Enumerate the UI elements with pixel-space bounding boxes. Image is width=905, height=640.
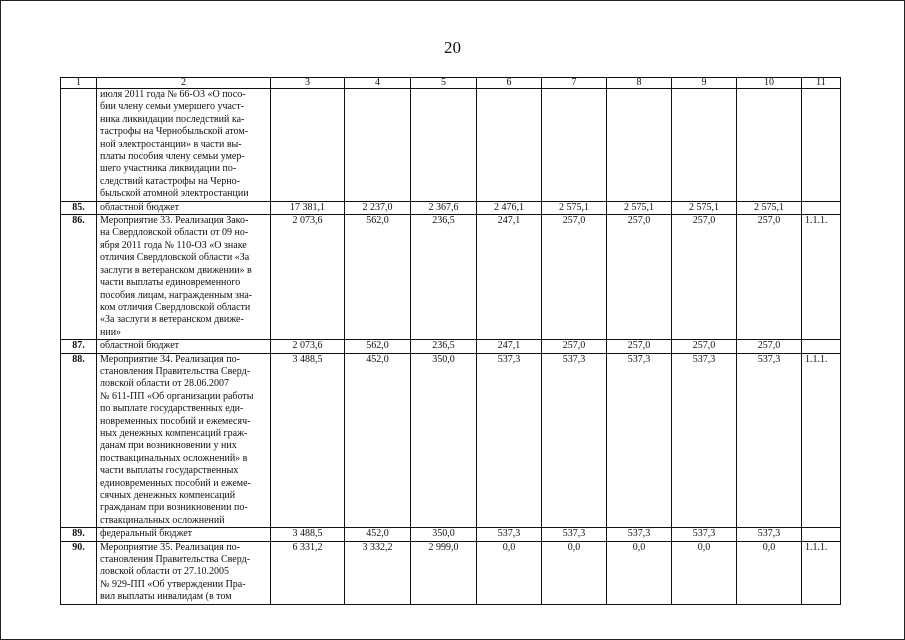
item-description (97, 528, 271, 541)
table-row (61, 528, 841, 541)
table-row (61, 89, 841, 202)
amount-cell: 537,3 (477, 353, 542, 528)
amount-cell (271, 89, 345, 202)
item-description (97, 340, 271, 353)
target-reference: 1.1.1. (802, 541, 841, 604)
amount-cell: 2 575,1 (607, 201, 672, 214)
description-line: ября 2011 года № 110-ОЗ «О знаке (100, 239, 247, 251)
description-line: ловской области от 28.06.2007 (100, 378, 229, 390)
description-line: нии» (100, 326, 122, 338)
item-description (97, 215, 271, 340)
amount-cell: 350,0 (411, 353, 477, 528)
column-number-header: 2 (97, 78, 271, 89)
amount-cell: 537,3 (542, 528, 607, 541)
description-line: быльской атомной электростанции (100, 188, 249, 200)
amount-cell (477, 89, 542, 202)
amount-cell: 257,0 (672, 215, 737, 340)
description-line: пособия лицам, награжденным зна- (100, 289, 253, 301)
amount-cell (672, 89, 737, 202)
row-number: 89. (61, 528, 97, 541)
amount-cell: 350,0 (411, 528, 477, 541)
description-line: ной электростанции» в части вы- (100, 138, 242, 150)
amount-cell: 236,5 (411, 215, 477, 340)
amount-cell: 257,0 (542, 215, 607, 340)
amount-cell: 257,0 (672, 340, 737, 353)
target-reference (802, 528, 841, 541)
description-line: № 929-ПП «Об утверждении Пра- (100, 578, 246, 590)
amount-cell: 6 331,2 (271, 541, 345, 604)
description-line: отличия Свердловской области «За (100, 252, 250, 264)
amount-cell: 0,0 (607, 541, 672, 604)
description-line: ловской области от 27.10.2005 (100, 566, 229, 578)
description-line: «За заслуги в ветеранском движе- (100, 314, 244, 326)
table-row (61, 340, 841, 353)
amount-cell: 257,0 (737, 215, 802, 340)
amount-cell: 257,0 (542, 340, 607, 353)
amount-cell: 2 367,6 (411, 201, 477, 214)
column-number-header: 7 (542, 78, 607, 89)
description-line: сячных денежных компенсаций (100, 490, 236, 501)
description-line: части выплаты государственных (100, 465, 239, 477)
page-number: 20 (444, 38, 461, 57)
target-reference: 1.1.1. (802, 353, 841, 528)
table-row (61, 541, 841, 604)
description-line: платы пособия члену семьи умер- (100, 151, 245, 163)
amount-cell: 2 237,0 (345, 201, 411, 214)
description-line: части выплаты единовременного (100, 277, 241, 289)
description-line: федеральный бюджет (100, 528, 193, 540)
amount-cell: 2 476,1 (477, 201, 542, 214)
amount-cell: 562,0 (345, 215, 411, 340)
description-line: поствакцинальных осложнений» в (100, 452, 248, 464)
description-line: становления Правительства Сверд- (100, 365, 251, 377)
column-number-header: 1 (61, 78, 97, 89)
description-line: областной бюджет (100, 201, 180, 213)
column-number-header: 3 (271, 78, 345, 89)
description-line: заслуги в ветеранском движении» в (100, 264, 252, 276)
description-line: ком отличия Свердловской области (100, 301, 251, 313)
row-number: 85. (61, 201, 97, 214)
amount-cell: 452,0 (345, 528, 411, 541)
description-line: шего участника ликвидации по- (100, 163, 237, 175)
amount-cell: 2 073,6 (271, 340, 345, 353)
amount-cell: 452,0 (345, 353, 411, 528)
column-number-header: 9 (672, 78, 737, 89)
amount-cell: 537,3 (607, 353, 672, 528)
column-number-header: 5 (411, 78, 477, 89)
description-line: на Свердловской области от 09 но- (100, 227, 249, 239)
description-line: Мероприятие 34. Реализация по- (100, 353, 240, 365)
description-line: становления Правительства Сверд- (100, 554, 251, 566)
amount-cell: 3 488,5 (271, 353, 345, 528)
amount-cell: 2 999,0 (411, 541, 477, 604)
amount-cell (411, 89, 477, 202)
description-line: следствий катастрофы на Черно- (100, 175, 240, 187)
amount-cell: 537,3 (542, 353, 607, 528)
amount-cell: 2 575,1 (737, 201, 802, 214)
description-line: ных денежных компенсаций граж- (100, 427, 248, 439)
column-number-header: 11 (802, 78, 841, 89)
description-line: Мероприятие 33. Реализация Зако- (100, 215, 249, 227)
column-number-header: 4 (345, 78, 411, 89)
description-line: единовременных пособий и ежеме- (100, 477, 251, 489)
row-number: 87. (61, 340, 97, 353)
amount-cell: 0,0 (542, 541, 607, 604)
amount-cell: 3 488,5 (271, 528, 345, 541)
amount-cell: 537,3 (737, 528, 802, 541)
amount-cell: 236,5 (411, 340, 477, 353)
target-reference (802, 89, 841, 202)
amount-cell (542, 89, 607, 202)
description-line: ствакцинальных осложнений (100, 514, 225, 526)
amount-cell: 247,1 (477, 340, 542, 353)
budget-table (60, 77, 841, 605)
description-line: тастрофы на Чернобыльской атом- (100, 126, 249, 138)
description-line: июля 2011 года № 66-ОЗ «О посо- (100, 89, 246, 100)
table-row (61, 353, 841, 528)
item-description (97, 353, 271, 528)
amount-cell: 2 575,1 (672, 201, 737, 214)
description-line: вил выплаты инвалидам (в том (100, 591, 232, 603)
amount-cell: 537,3 (607, 528, 672, 541)
amount-cell: 247,1 (477, 215, 542, 340)
amount-cell: 0,0 (737, 541, 802, 604)
target-reference: 1.1.1. (802, 215, 841, 340)
target-reference (802, 340, 841, 353)
target-reference (802, 201, 841, 214)
description-line: новременных пособий и ежемесяч- (100, 415, 251, 427)
description-line: гражданам при возникновении по- (100, 502, 248, 514)
amount-cell: 257,0 (607, 215, 672, 340)
description-line: ника ликвидации последствий ка- (100, 113, 245, 125)
amount-cell (345, 89, 411, 202)
item-description (97, 541, 271, 604)
description-line: бии члену семьи умершего участ- (100, 101, 245, 113)
table-row (61, 201, 841, 214)
row-number (61, 89, 97, 202)
item-description (97, 201, 271, 214)
row-number: 86. (61, 215, 97, 340)
amount-cell: 562,0 (345, 340, 411, 353)
row-number: 88. (61, 353, 97, 528)
description-line: данам при возникновении у них (100, 440, 237, 452)
amount-cell: 3 332,2 (345, 541, 411, 604)
amount-cell (737, 89, 802, 202)
description-line: по выплате государственных еди- (100, 403, 244, 415)
amount-cell: 537,3 (672, 353, 737, 528)
amount-cell: 537,3 (737, 353, 802, 528)
header-row (61, 78, 841, 89)
amount-cell (607, 89, 672, 202)
amount-cell: 2 073,6 (271, 215, 345, 340)
item-description (97, 89, 271, 202)
amount-cell: 537,3 (477, 528, 542, 541)
column-number-header: 8 (607, 78, 672, 89)
amount-cell: 257,0 (607, 340, 672, 353)
amount-cell: 17 381,1 (271, 201, 345, 214)
table-row (61, 215, 841, 340)
amount-cell: 0,0 (477, 541, 542, 604)
amount-cell: 257,0 (737, 340, 802, 353)
amount-cell: 2 575,1 (542, 201, 607, 214)
amount-cell: 0,0 (672, 541, 737, 604)
amount-cell: 537,3 (672, 528, 737, 541)
column-number-header: 10 (737, 78, 802, 89)
description-line: № 611-ПП «Об организации работы (100, 390, 254, 402)
description-line: областной бюджет (100, 340, 180, 352)
column-number-header: 6 (477, 78, 542, 89)
description-line: Мероприятие 35. Реализация по- (100, 541, 240, 553)
row-number: 90. (61, 541, 97, 604)
